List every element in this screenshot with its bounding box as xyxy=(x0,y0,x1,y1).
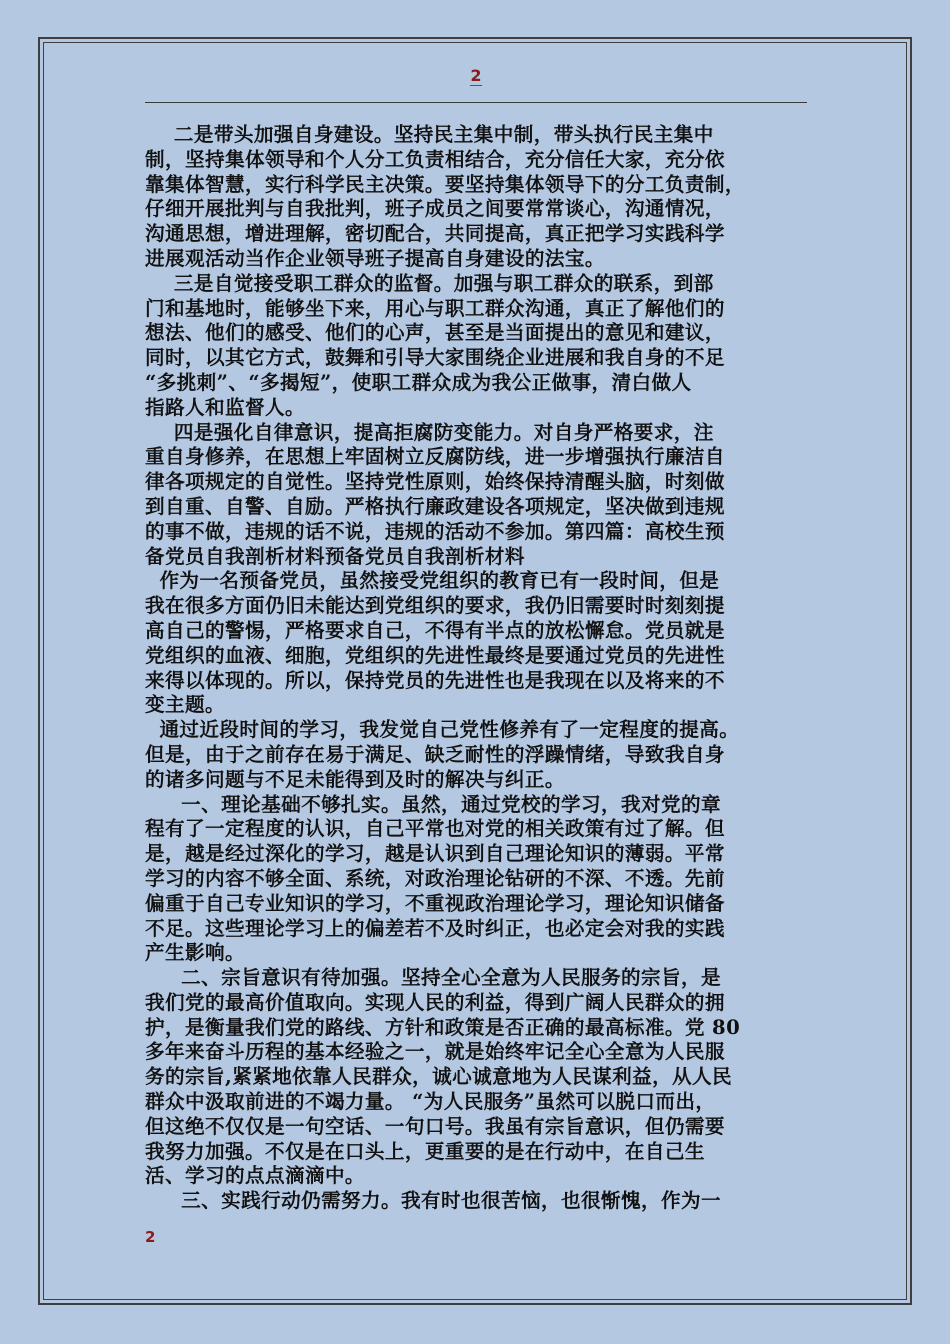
text-line: 高自己的警惕，严格要求自己，不得有半点的放松懈怠。党员就是 xyxy=(145,618,725,642)
text-line: 重自身修养，在思想上牢固树立反腐防线，进一步增强执行廉洁自 xyxy=(145,445,725,469)
text-line: 指路人和监督人。 xyxy=(145,395,305,419)
text-line: 门和基地时，能够坐下来，用心与职工群众沟通，真正了解他们的 xyxy=(145,296,725,320)
text-line: 产生影响。 xyxy=(145,941,245,965)
paragraph xyxy=(145,1189,825,1214)
text-line: 的诸多问题与不足未能得到及时的解决与纠正。 xyxy=(145,767,565,791)
text-line: 变主题。 xyxy=(145,693,225,717)
text-line: 进展观活动当作企业领导班子提高自身建设的法宝。 xyxy=(145,246,605,270)
text-line: 务的宗旨,紧紧地依靠人民群众，诚心诚意地为人民谋利益，从人民 xyxy=(145,1065,733,1089)
footer-page-number: 2 xyxy=(145,1228,156,1246)
text-line: 同时，以其它方式，鼓舞和引导大家围绕企业进展和我自身的不足 xyxy=(145,346,725,370)
text-line: 群众中汲取前进的不竭力量。 “为人民服务”虽然可以脱口而出， xyxy=(145,1090,716,1114)
text-line: 偏重于自己专业知识的学习，不重视政治理论学习，理论知识储备 xyxy=(145,891,725,915)
paragraph xyxy=(145,718,825,792)
text-line: 作为一名预备党员，虽然接受党组织的教育已有一段时间，但是 xyxy=(145,569,720,593)
text-line: 二、宗旨意识有待加强。坚持全心全意为人民服务的宗旨，是 xyxy=(145,966,721,990)
text-line: 想法、他们的感受、他们的心声，甚至是当面提出的意见和建议， xyxy=(145,321,725,345)
text-line: 党组织的血液、细胞，党组织的先进性最终是要通过党员的先进性 xyxy=(145,643,725,667)
paragraph xyxy=(145,421,825,570)
paragraph xyxy=(145,272,825,421)
text-line: 四是强化自律意识，提高拒腐防变能力。对自身严格要求，注 xyxy=(145,420,714,444)
text-line: 不足。这些理论学习上的偏差若不及时纠正，也必定会对我的实践 xyxy=(145,916,725,940)
text-line: 到自重、自警、自励。严格执行廉政建设各项规定，坚决做到违规 xyxy=(145,494,725,518)
text-line: 三是自觉接受职工群众的监督。加强与职工群众的联系，到部 xyxy=(145,271,714,295)
text-line: 三、实践行动仍需努力。我有时也很苦恼，也很惭愧，作为一 xyxy=(145,1189,721,1213)
text-line: 但这绝不仅仅是一句空话、一句口号。我虽有宗旨意识，但仍需要 xyxy=(145,1114,725,1138)
paragraph xyxy=(145,966,825,1189)
text-line: 程有了一定程度的认识，自己平常也对党的相关政策有过了解。但 xyxy=(145,817,725,841)
paragraph xyxy=(145,123,825,272)
text-line: 仔细开展批判与自我批判，班子成员之间要常常谈心，沟通情况， xyxy=(145,197,725,221)
text-line: 活、学习的点点滴滴中。 xyxy=(145,1164,365,1188)
paragraph xyxy=(145,569,825,718)
text-line: 二是带头加强自身建设。坚持民主集中制，带头执行民主集中 xyxy=(145,123,714,146)
text-line: 律各项规定的自觉性。坚持党性原则，始终保持清醒头脑，时刻做 xyxy=(145,470,725,494)
text-line: 我们党的最高价值取向。实现人民的利益，得到广阔人民群众的拥 xyxy=(145,990,725,1014)
header-page-number: 2 xyxy=(468,66,484,85)
text-line: 是，越是经过深化的学习，越是认识到自己理论知识的薄弱。平常 xyxy=(145,842,725,866)
text-line: 我努力加强。不仅是在口头上，更重要的是在行动中，在自己生 xyxy=(145,1139,705,1163)
text-line: 的事不做，违规的话不说，违规的活动不参加。第四篇：高校生预 xyxy=(145,519,725,543)
text-line: 多年来奋斗历程的基本经验之一，就是始终牢记全心全意为人民服 xyxy=(145,1040,725,1064)
header-divider xyxy=(145,102,807,103)
document-body xyxy=(145,123,825,1214)
text-line: 来得以体现的。所以，保持党员的先进性也是我现在以及将来的不 xyxy=(145,668,725,692)
text-line: 通过近段时间的学习，我发觉自己党性修养有了一定程度的提高。 xyxy=(145,718,740,742)
paragraph xyxy=(145,793,825,967)
text-line: 但是，由于之前存在易于满足、缺乏耐性的浮躁情绪，导致我自身 xyxy=(145,742,725,766)
text-line: 沟通思想，增进理解，密切配合，共同提高，真正把学习实践科学 xyxy=(145,222,725,246)
text-line: 学习的内容不够全面、系统，对政治理论钻研的不深、不透。先前 xyxy=(145,866,725,890)
text-line: “多挑刺”、“多揭短”，使职工群众成为我公正做事，清白做人 xyxy=(145,370,692,394)
text-line: 制，坚持集体领导和个人分工负责相结合，充分信任大家，充分依 xyxy=(145,147,725,171)
text-line: 靠集体智慧，实行科学民主决策。要坚持集体领导下的分工负责制， xyxy=(145,172,745,196)
text-line: 护，是衡量我们党的路线、方针和政策是否正确的最高标准。党 80 xyxy=(145,1015,741,1039)
text-line: 备党员自我剖析材料预备党员自我剖析材料 xyxy=(145,544,525,568)
text-line: 我在很多方面仍旧未能达到党组织的要求，我仍旧需要时时刻刻提 xyxy=(145,594,725,618)
text-line: 一、理论基础不够扎实。虽然，通过党校的学习，我对党的章 xyxy=(145,792,721,816)
